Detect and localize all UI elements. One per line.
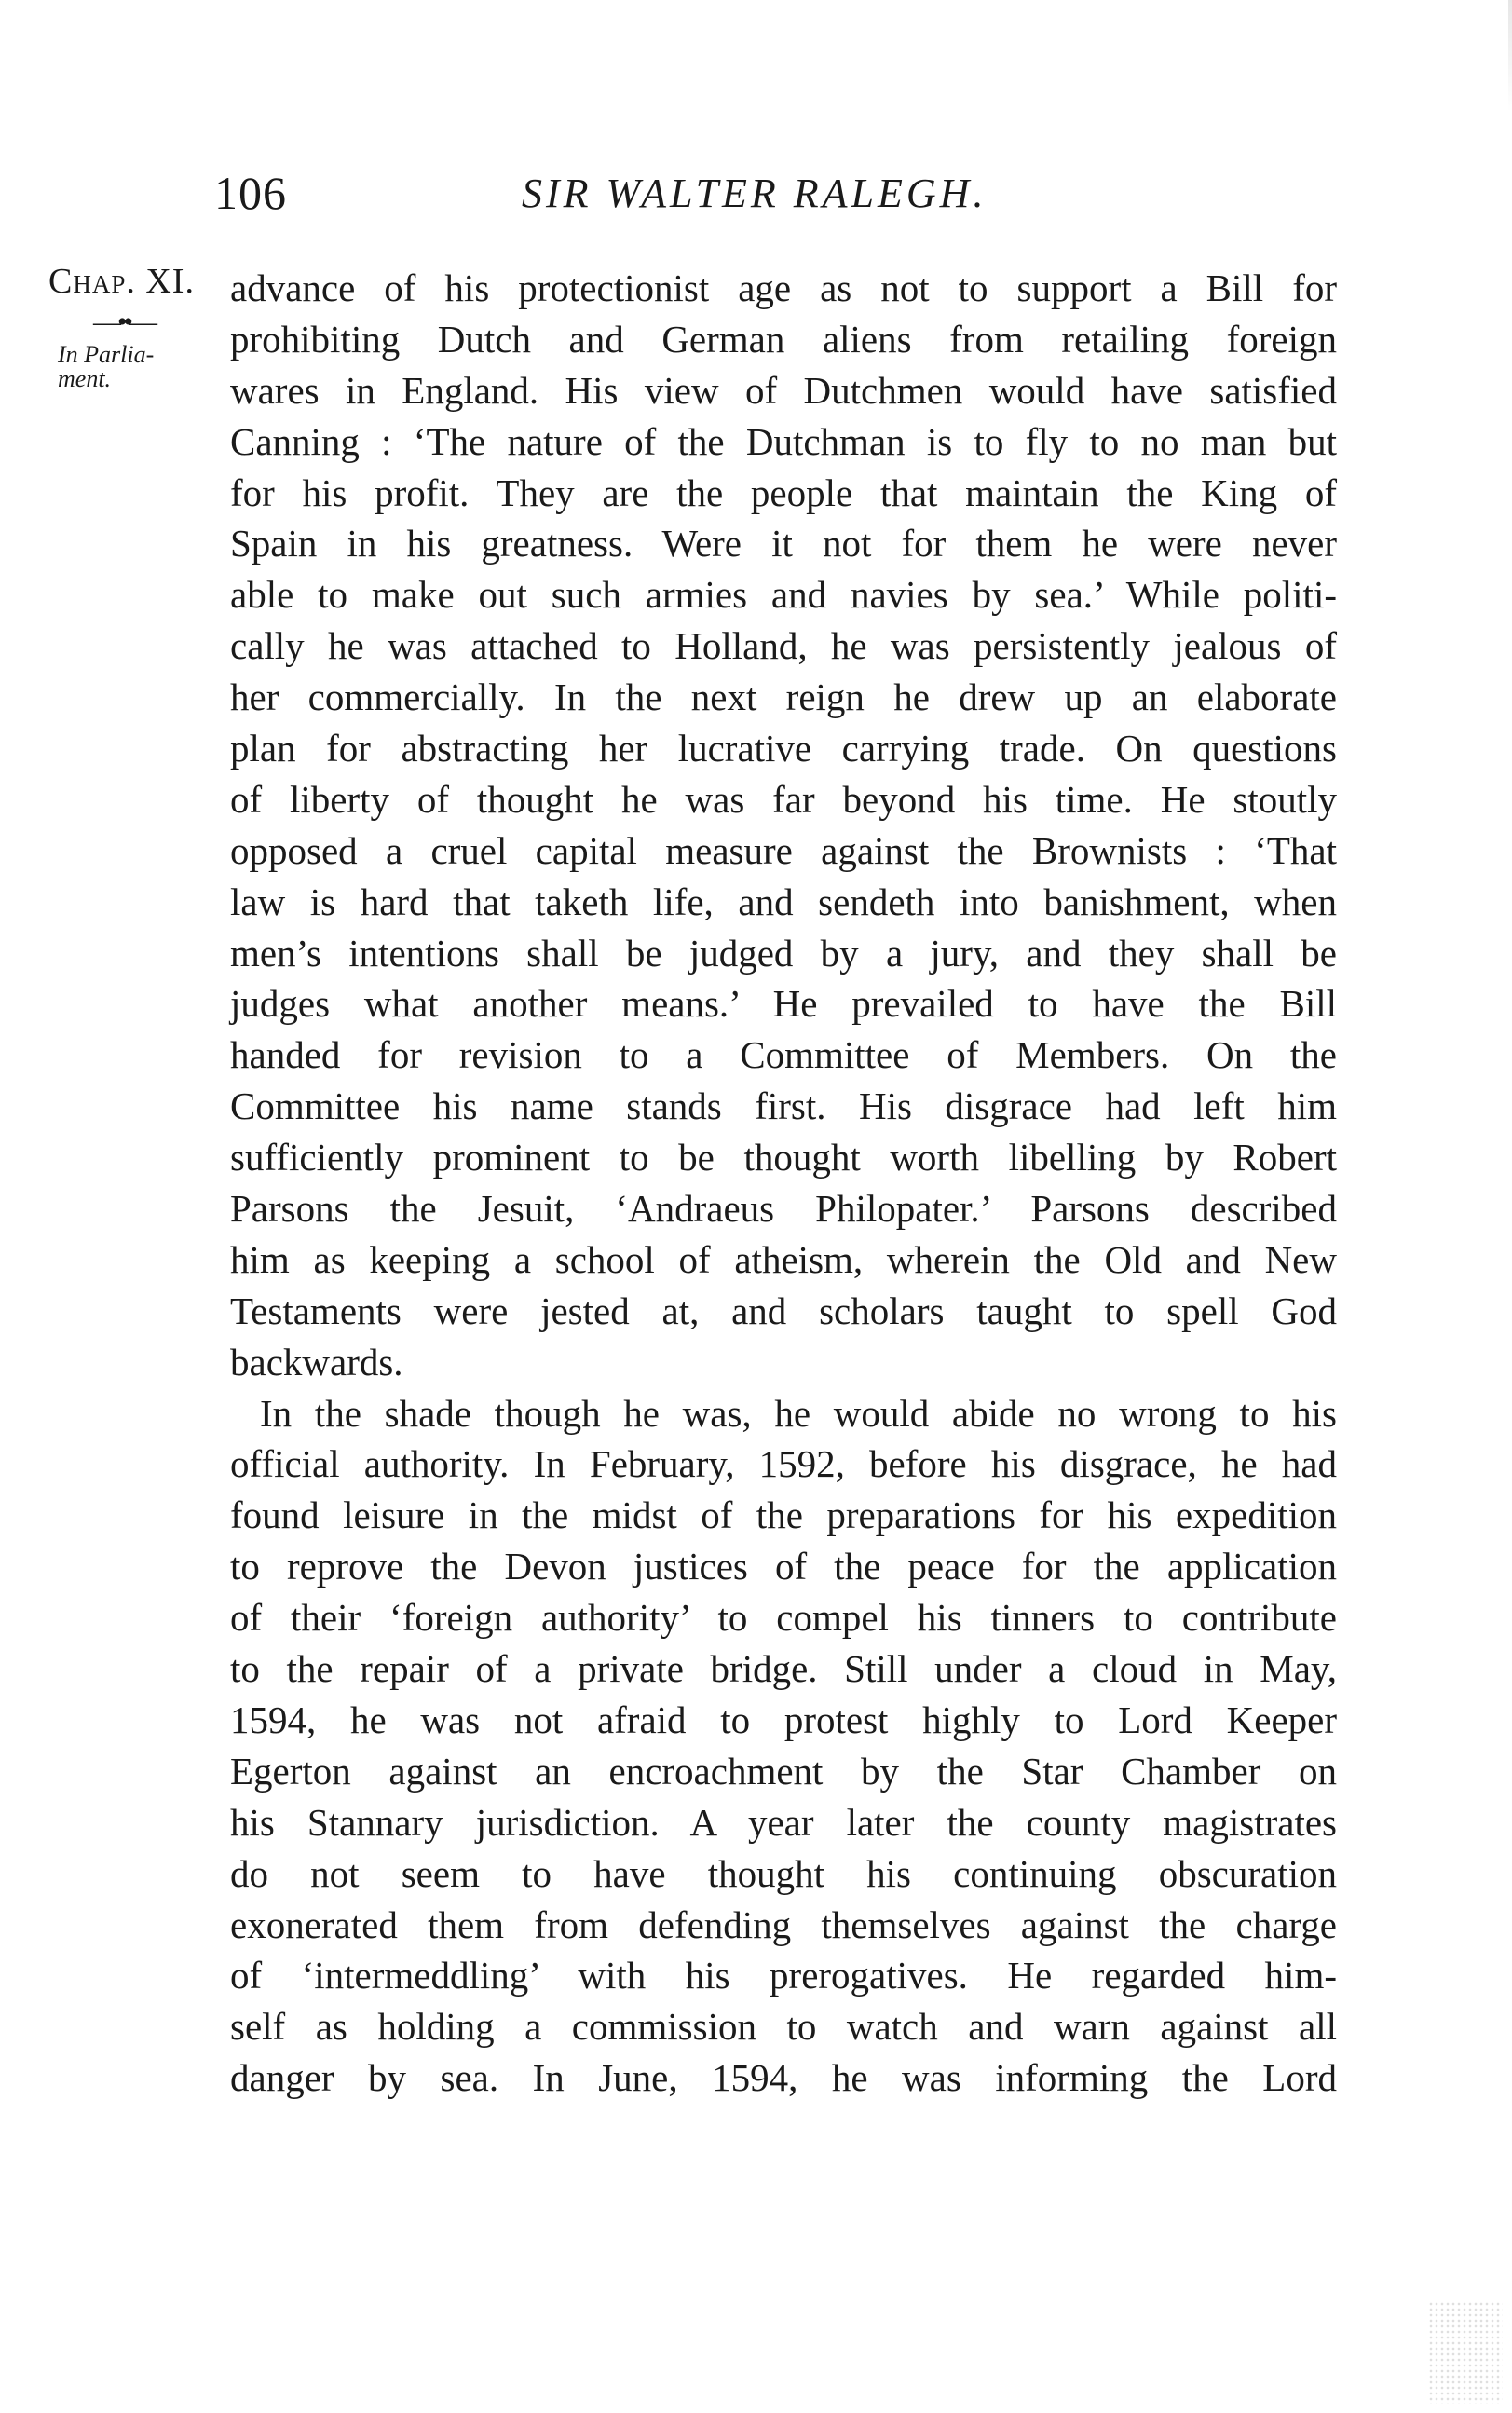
text-line: backwards. (230, 1340, 403, 1384)
text-line: his Stannary jurisdiction. A year later the county magistrates (230, 1800, 1337, 1844)
text-line: Committee his name stands first. His disgrace had left him (230, 1084, 1337, 1128)
text-line: Spain in his greatness. Were it not for them he were never (230, 522, 1337, 566)
text-line: men’s intentions shall be judged by a jury, and they shall be (230, 931, 1337, 975)
text-line: self as holding a commission to watch and warn against all (230, 2005, 1337, 2049)
body-text (230, 263, 1337, 2104)
sidenote-topic: In Parlia-ment. (58, 341, 155, 392)
text-line: wares in England. His view of Dutchmen would have satisfied (230, 368, 1337, 412)
text-line: of their ‘foreign authority’ to compel his tinners to contribute (230, 1596, 1337, 1640)
text-line: her commercially. In the next reign he drew up an elaborate (230, 675, 1337, 719)
ornament-rule: —••— (93, 307, 155, 337)
text-line: Parsons the Jesuit, ‘Andraeus Philopater.’ Parsons described (230, 1187, 1337, 1231)
text-line: judges what another means.’ He prevailed to have the Bill (230, 982, 1337, 1026)
text-line: advance of his protectionist age as not to support a Bill for (230, 266, 1337, 309)
text-line: plan for abstracting her lucrative carrying trade. On questions (230, 727, 1337, 770)
running-title: SIR WALTER RALEGH. (522, 170, 988, 216)
chapter-label: Chap. XI. (48, 262, 195, 301)
page-number: 106 (214, 167, 287, 219)
text-line: able to make out such armies and navies by sea.’ While politi- (230, 573, 1337, 617)
running-head (214, 166, 1351, 231)
paragraph-2 (230, 1388, 1337, 2104)
text-line: opposed a cruel capital measure against the Brownists : ‘That (230, 828, 1337, 872)
text-line: official authority. In February, 1592, before his disgrace, he had (230, 1442, 1337, 1486)
text-line: exonerated them from defending themselves against the charge (230, 1902, 1337, 1946)
text-line: 1594, he was not afraid to protest highly to Lord Keeper (230, 1697, 1337, 1741)
text-line: found leisure in the midst of the preparations for his expedition (230, 1493, 1337, 1537)
text-line: In the shade though he was, he would abide no wrong to his (260, 1391, 1337, 1435)
text-line: to reprove the Devon justices of the peace for the application (230, 1545, 1337, 1588)
margin-sidenote (48, 261, 235, 391)
text-line: law is hard that taketh life, and sendeth into banishment, when (230, 879, 1337, 923)
text-line: for his profit. They are the people that maintain the King of (230, 470, 1337, 514)
text-line: Canning : ‘The nature of the Dutchman is to fly to no man but (230, 419, 1337, 463)
text-line: danger by sea. In June, 1594, he was informing the Lord (230, 2056, 1337, 2100)
text-line: sufficiently prominent to be thought worth libelling by Robert (230, 1136, 1337, 1179)
text-line: of liberty of thought he was far beyond his time. He stoutly (230, 777, 1337, 821)
text-line: prohibiting Dutch and German aliens from retailing foreign (230, 317, 1337, 361)
text-line: Testaments were jested at, and scholars taught to spell God (230, 1288, 1337, 1332)
paragraph-1 (230, 263, 1337, 1388)
text-line: handed for revision to a Committee of Members. On the (230, 1033, 1337, 1077)
text-line: cally he was attached to Holland, he was persistently jealous of (230, 624, 1337, 668)
text-line: him as keeping a school of atheism, wherein the Old and New (230, 1237, 1337, 1281)
scan-speckle-mark (1428, 2301, 1503, 2404)
text-line: Egerton against an encroachment by the Star Chamber on (230, 1749, 1337, 1793)
text-line: to the repair of a private bridge. Still under a cloud in May, (230, 1647, 1337, 1691)
text-line: do not seem to have thought his continuing obscuration (230, 1851, 1337, 1895)
scan-edge-mark (1508, 0, 1512, 112)
text-line: of ‘intermeddling’ with his prerogatives. He regarded him- (230, 1954, 1337, 1997)
